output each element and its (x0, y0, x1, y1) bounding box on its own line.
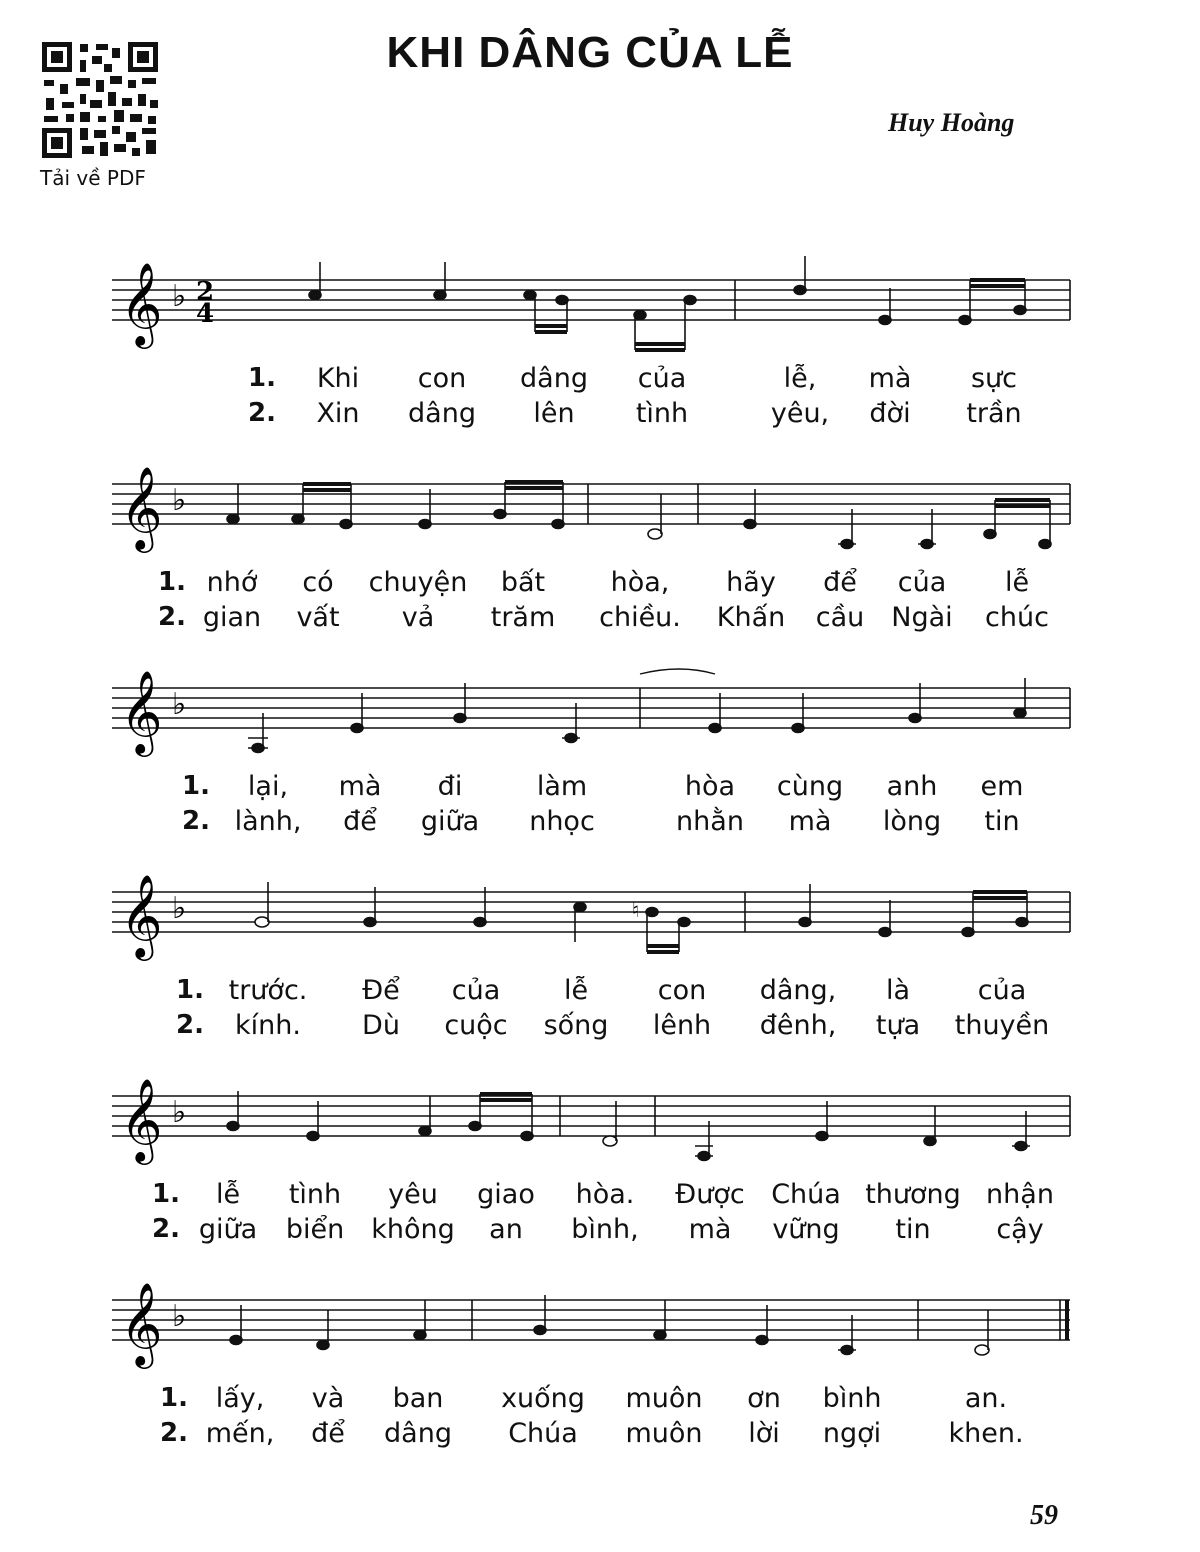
verse-2-lyrics: 2. gian vất vả trăm chiều. Khấn cầu Ngài chúc (158, 602, 1049, 633)
treble-clef-icon: 𝄞 (120, 669, 163, 753)
flat-key-icon: ♭ (172, 1095, 187, 1130)
verse-2-lyrics: 2. Xin dâng lên tình yêu, đời trần (248, 398, 1022, 429)
flat-key-icon: ♭ (172, 891, 187, 926)
composer: Huy Hoàng (888, 108, 1015, 137)
song-title: KHI DÂNG CỦA LỄ (386, 28, 794, 77)
verse-1-lyrics: 1. trước. Để của lễ con dâng, là của (176, 975, 1027, 1006)
treble-clef-icon: 𝄞 (120, 465, 163, 549)
treble-clef-icon: 𝄞 (120, 873, 163, 957)
time-signature-bottom: 4 (196, 299, 215, 329)
verse-2-lyrics: 2. mến, để dâng Chúa muôn lời ngợi khen. (160, 1418, 1024, 1449)
flat-key-icon: ♭ (172, 483, 187, 518)
download-pdf-link[interactable]: Tải về PDF (40, 166, 146, 190)
verse-1-lyrics: 1. Khi con dâng của lễ, mà sực (248, 363, 1018, 394)
page-number: 59 (1030, 1500, 1058, 1531)
flat-key-icon: ♭ (172, 279, 187, 314)
natural-icon: ♮ (632, 898, 640, 922)
treble-clef-icon: 𝄞 (120, 1077, 163, 1161)
verse-1-lyrics: 1. lấy, và ban xuống muôn ơn bình an. (160, 1383, 1008, 1414)
verse-1-lyrics: 1. lễ tình yêu giao hòa. Được Chúa thương nhận (152, 1179, 1054, 1210)
verse-2-lyrics: 2. lành, để giữa nhọc nhằn mà lòng tin (182, 806, 1020, 837)
flat-key-icon: ♭ (172, 687, 187, 722)
treble-clef-icon: 𝄞 (120, 1281, 163, 1365)
time-signature-top: 2 (196, 277, 215, 307)
verse-2-lyrics: 2. giữa biển không an bình, mà vững tin cậy (152, 1214, 1044, 1245)
verse-2-lyrics: 2. kính. Dù cuộc sống lênh đênh, tựa thuyền (176, 1010, 1050, 1041)
treble-clef-icon: 𝄞 (120, 261, 163, 345)
flat-key-icon: ♭ (172, 1299, 187, 1334)
verse-1-lyrics: 1. nhớ có chuyện bất hòa, hãy để của lễ (158, 567, 1030, 598)
verse-1-lyrics: 1. lại, mà đi làm hòa cùng anh em (182, 771, 1024, 802)
